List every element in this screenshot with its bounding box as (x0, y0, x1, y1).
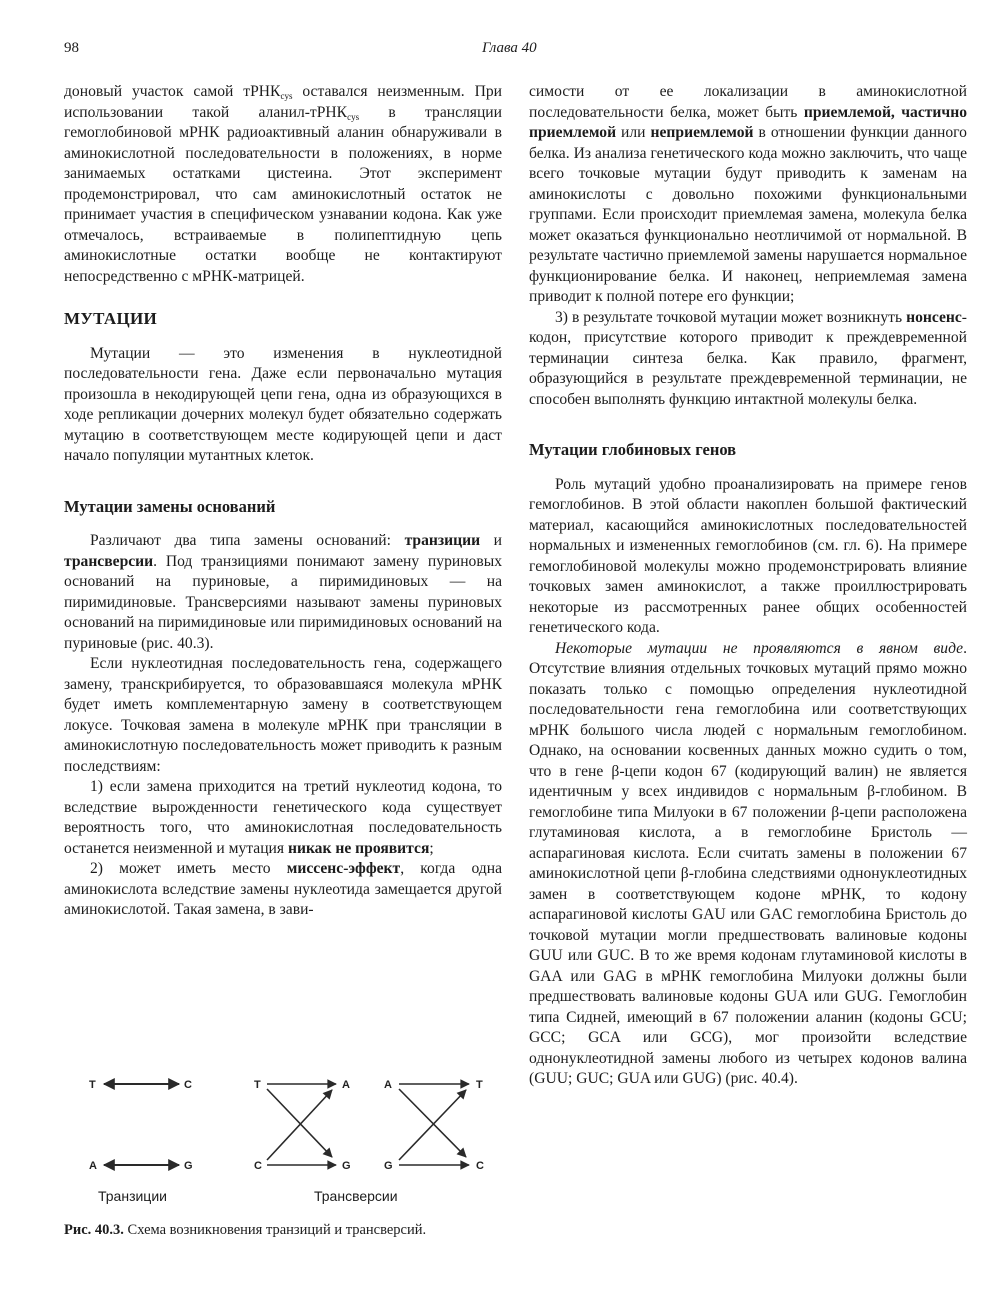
svg-text:A: A (384, 1079, 392, 1091)
term-transitions: транзиции (404, 532, 481, 549)
svg-text:A: A (342, 1079, 350, 1091)
transitions-diagram (89, 1079, 193, 1172)
svg-text:C: C (184, 1079, 192, 1091)
svg-text:G: G (342, 1160, 351, 1172)
term-transversions: трансверсии (64, 552, 154, 570)
figure-caption: Рис. 40.3. Схема возникновения транзиций и трансверсий. (64, 1222, 427, 1238)
transitions-label: Транзиции (98, 1188, 167, 1204)
list-item: 3) в результате точковой мутации может возникнуть нонсенс-кодон, присутствие которого приводит к преждевременной терминации синтеза белка. Как правило, фрагмент, образующийся в результате преждевременной терминации, не способен выполнять функцию интактной молекулы белка. (529, 308, 967, 408)
svg-text:C: C (476, 1160, 484, 1172)
right-column (529, 82, 967, 1090)
svg-text:G: G (384, 1160, 393, 1172)
svg-text:T: T (89, 1079, 96, 1091)
subsection-heading-globin-genes: Мутации глобиновых генов (529, 440, 737, 459)
list-item: 1) если замена приходится на третий нуклеотид кодона, то вследствие вырожденности генетического кода существует вероятность того, что аминокислотная последовательность останется неизменной и мутация никак не проявится; (64, 778, 502, 857)
list-item: 2) может иметь место миссенс-эффект, когда одна аминокислота вследствие замены нуклеотида замещается другой аминокислотой. Такая замена, в зави- (64, 860, 502, 918)
section-heading-mutations: МУТАЦИИ (64, 309, 158, 328)
page-number: 98 (64, 40, 79, 56)
svg-text:A: A (89, 1160, 97, 1172)
svg-text:G: G (184, 1160, 193, 1172)
svg-text:T: T (476, 1079, 483, 1091)
subsection-heading-base-substitution: Мутации замены оснований (64, 496, 276, 516)
transversions-diagram-2 (384, 1079, 484, 1172)
svg-text:T: T (254, 1079, 261, 1091)
figure-40-3 (64, 1072, 514, 1252)
paragraph: доновый участок самой тРНК$_{cys}$ оставался неизменным. При использовании такой аланил-тРНК$_{cys}$ в трансляции гемоглобиновой мРНК радиоактивный аланин обнаруживали в аминокислотной последовательности в положениях, в норме занимаемых остатками цистеина. Этот эксперимент продемонстрировал, что сам аминокислотный остаток не принимает участия в специфическом узнавании кодона. Как уже отмечалось, встраиваемые в полипептидную цепь аминокислотные остатки вообще не контактируют непосредственно с мРНК-матрицей. (64, 83, 502, 285)
chapter-title: Глава 40 (482, 40, 537, 56)
paragraph: Различают два типа замены оснований: транзиции и трансверсии. Под транзициями понимают замену пуриновых оснований на пуриновые, а пиримидиновых — на пиримидиновые. Трансверсиями называют замены пуриновых оснований на пиримидиновые или пиримидиновых оснований на пуриновые (рис. 40.3). (64, 532, 502, 652)
paragraph: Если нуклеотидная последовательность гена, содержащего замену, транскрибируется, то образовавшаяся молекула мРНК будет иметь комплементарную замену в соответствующем локусе. Точковая замена в молекуле мРНК при трансляции в аминокислотную последовательность может приводить к разным последствиям: (64, 655, 502, 775)
paragraph: Некоторые мутации не проявляются в явном виде. Отсутствие влияния отдельных точковых мутаций прямо можно показать только с помощью определения нуклеотидной последовательности гена гемоглобина или соответствующих мРНК большого числа людей с нормальным гемоглобином. Однако, на основании косвенных данных можно судить о том, что в гене β-цепи кодон 67 (кодирующий валин) не является идентичным у всех индивидов с нормальным β-глобином. В гемоглобине типа Милуоки в 67 положении β-цепи расположена глутаминовая кислота, а в гемоглобине Бристоль — аспарагиновая кислота. Если считать замены в положении 67 аминокислотной цепи β-глобина следствиями однонуклеотидных замен в соответствующем кодоне мРНК, то кодону аспарагиновой кислоты GAU или GAC гемоглобина Бристоль до точковой мутации могли предшествовать валиновые кодоны GUU или GUC. В то же время кодонам глутаминовой кислоты в GAA или GAG в мРНК гемоглобина Милуоки должны были предшествовать валиновые кодоны GUA или GUG. Гемоглобин типа Сидней, имеющий в 67 положении аланин (кодоны GCU; GCC; GCA или GCG), мог произойти вследствие однонуклеотидной замены любого из четырех кодонов валина (GUU; GUC; GUA или GUG) (рис. 40.4). (529, 639, 967, 1087)
svg-text:C: C (254, 1160, 262, 1172)
paragraph: Мутации — это изменения в нуклеотидной последовательности гена. Даже если первоначально мутация произошла в некодирующей цепи гена, одна из образующихся в ходе репликации дочерних молекул будет обязательно содержать мутацию в соответствующем месте кодирующей цепи и даст начало популяции мутантных клеток. (64, 344, 502, 464)
transversions-diagram-1 (254, 1079, 351, 1172)
paragraph: симости от ее локализации в аминокислотной последовательности белка, может быть приемлемой, частично приемлемой или неприемлемой в отношении функции данного белка. Из анализа генетического кода можно заключить, что чаще всего точковые мутации будут приводить к заменам на аминокислоты с довольно похожими функциональными группами. Если происходит приемлемая замена, молекула белка может оказаться функционально неотличимой от нормальной. В результате частично приемлемой замены нарушается нормальное функционирование белка. И наконец, неприемлемая замена приводит к полной потере его функции; (529, 83, 967, 305)
left-column (64, 82, 502, 921)
paragraph: Роль мутаций удобно проанализировать на примере генов гемоглобинов. В этой области накоплен большой фактический материал, касающийся аминокислотных последовательностей нормальных и измененных гемоглобинов (см. гл. 6). На примере гемоглобиновой молекулы можно продемонстрировать влияние точковых замен аминокислот, а также проиллюстрировать некоторые из рассмотренных ранее общих особенностей генетического кода. (529, 475, 967, 636)
running-head (64, 40, 941, 62)
transversions-label: Трансверсии (314, 1188, 398, 1204)
